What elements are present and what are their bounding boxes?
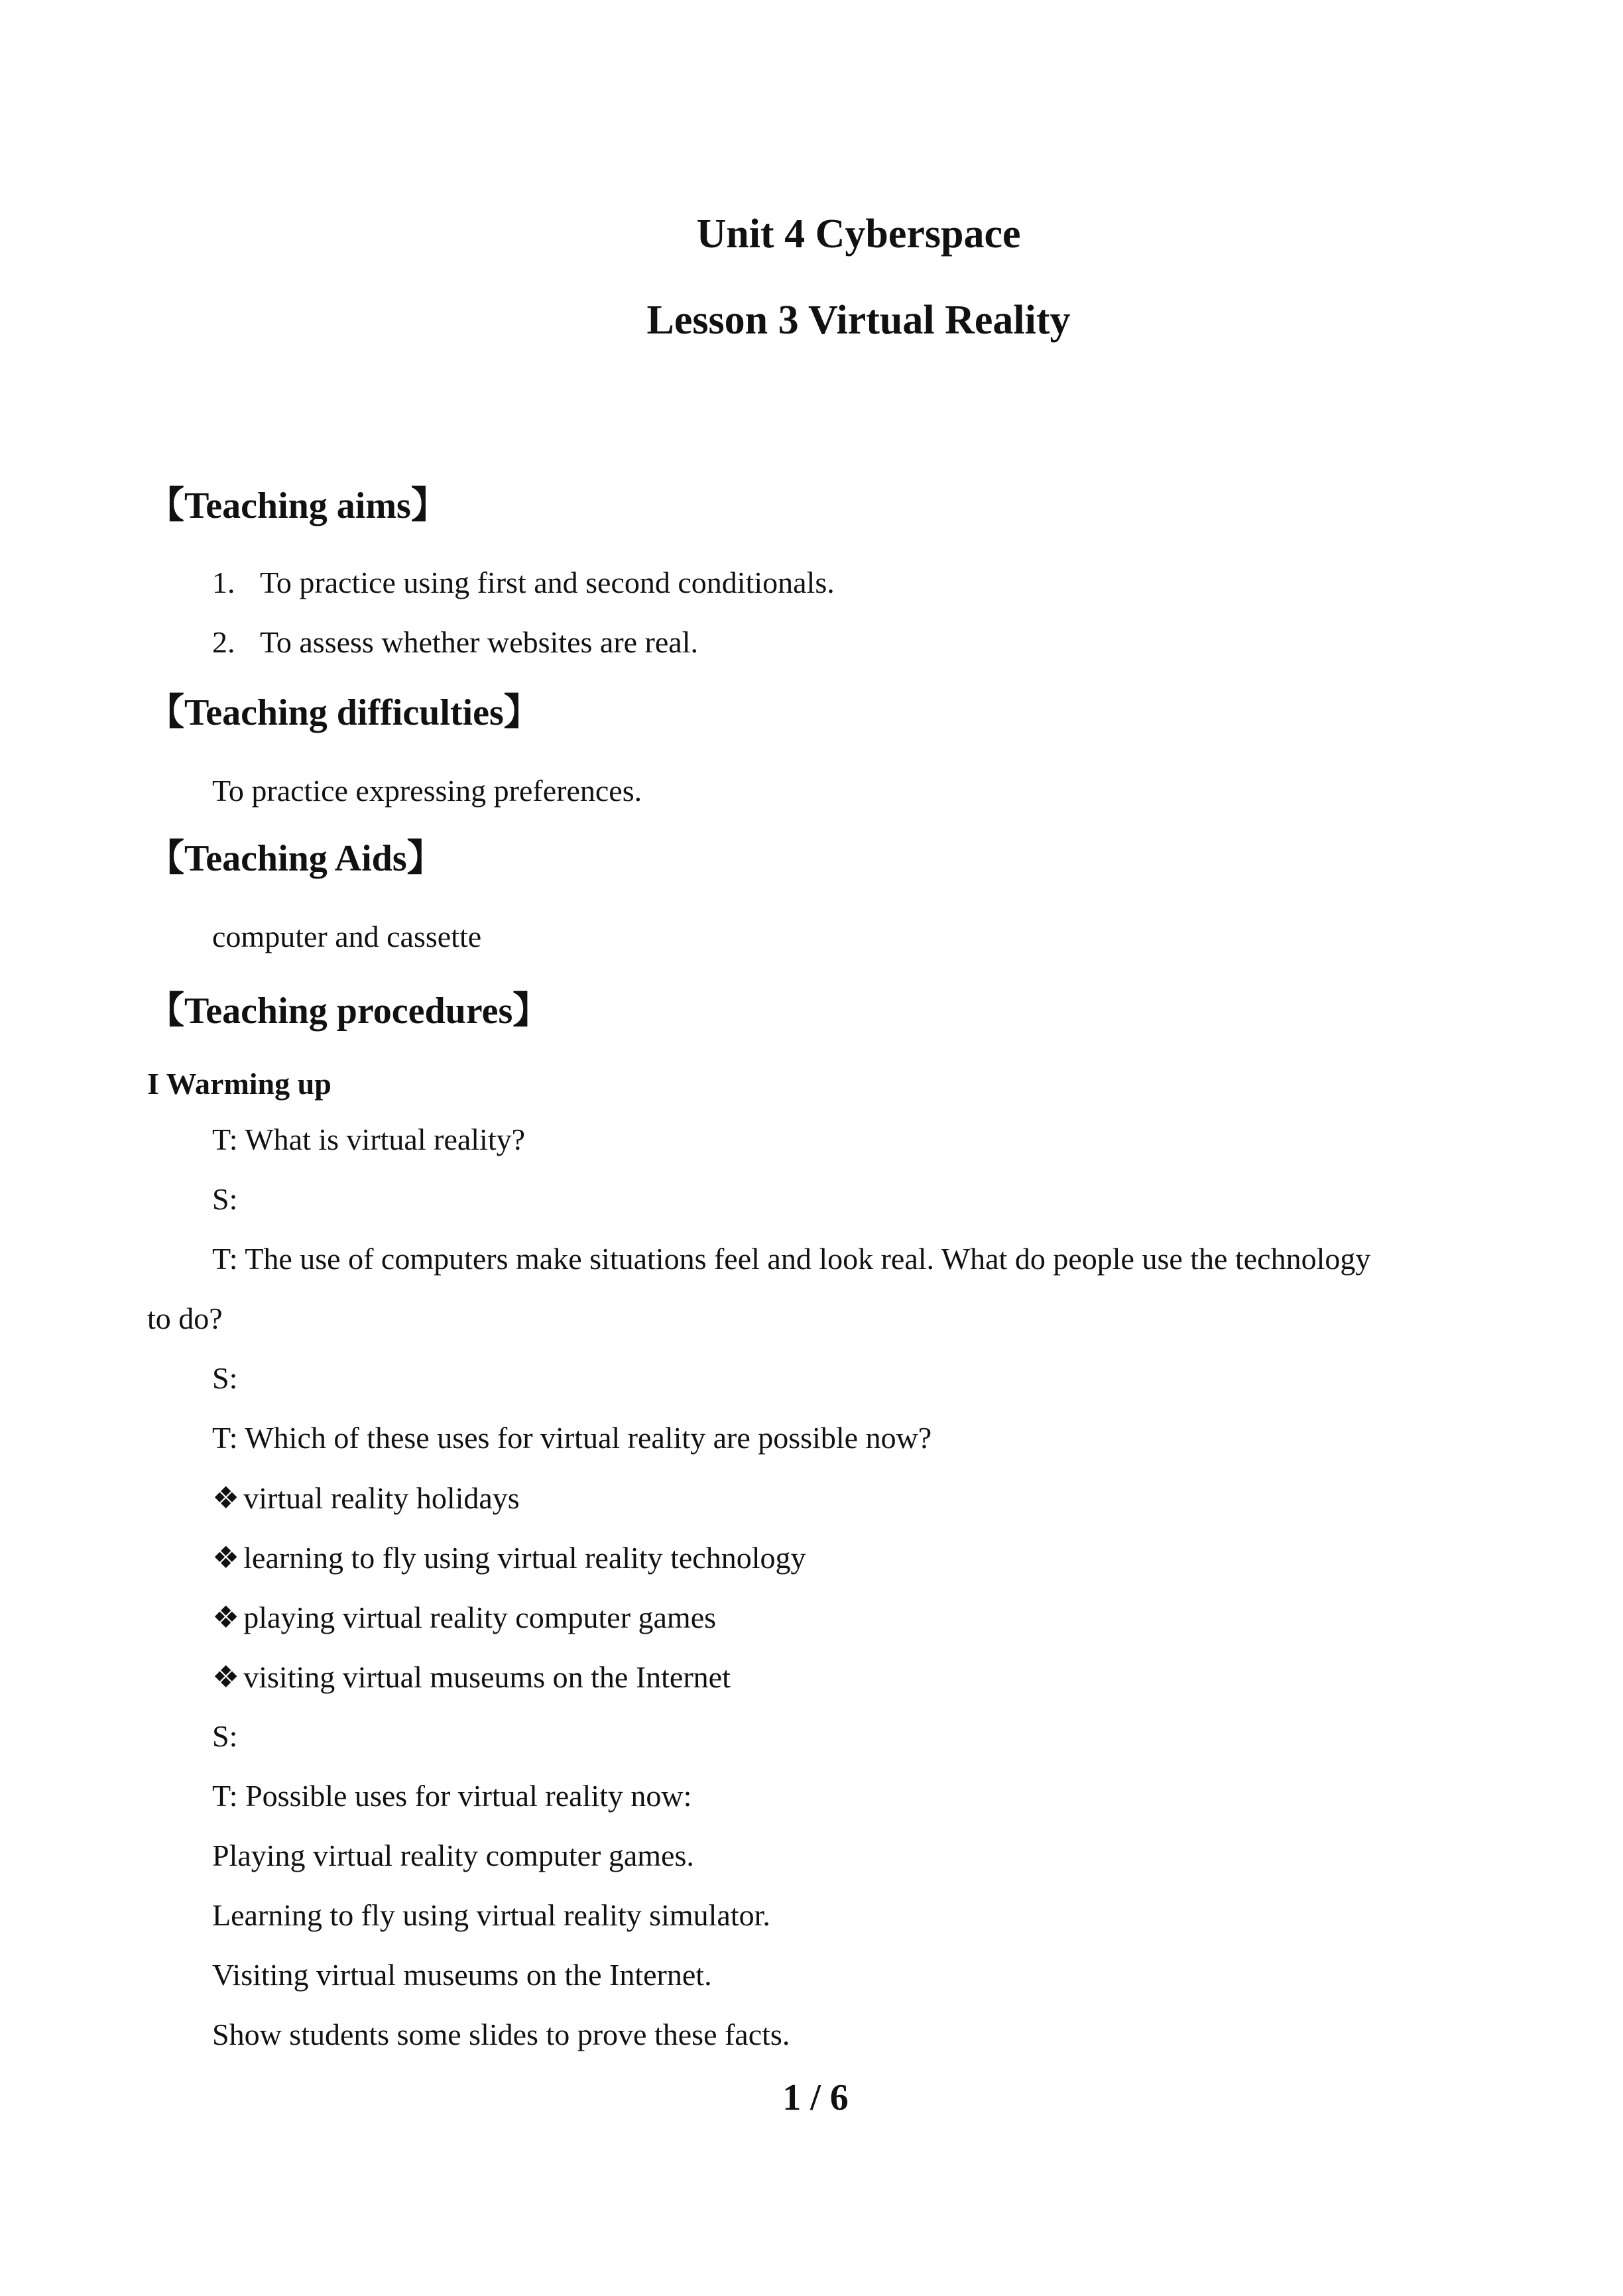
dialogue-line: T: Possible uses for virtual reality now:	[212, 1779, 692, 1813]
diamond-bullet-icon: ❖	[212, 1601, 240, 1634]
aim-number: 1.	[212, 566, 235, 599]
aim-text: To practice using first and second conditionals.	[260, 566, 835, 599]
aim-item-2	[212, 625, 698, 660]
dialogue-line: Playing virtual reality computer games.	[212, 1839, 694, 1872]
teaching-aims-heading: 【Teaching aims】	[147, 485, 448, 526]
bullet-item: ❖ learning to fly using virtual reality technology	[212, 1541, 806, 1575]
dialogue-line: T: Which of these uses for virtual reality are possible now?	[212, 1421, 932, 1455]
bullet-item: ❖ playing virtual reality computer games	[212, 1601, 717, 1634]
dialogue-line: T: The use of computers make situations feel and look real. What do people use the technology	[212, 1242, 1371, 1276]
dialogue-line: T: What is virtual reality?	[212, 1122, 526, 1156]
dialogue-line: S:	[212, 1361, 238, 1395]
teaching-difficulties-heading: 【Teaching difficulties】	[147, 692, 541, 733]
diamond-bullet-icon: ❖	[212, 1481, 240, 1515]
dialogue-line: Show students some slides to prove these facts.	[212, 2018, 790, 2051]
teaching-difficulties-text: To practice expressing preferences.	[212, 774, 642, 808]
dialogue-line: Learning to fly using virtual reality simulator.	[212, 1898, 770, 1932]
bullet-item: ❖ virtual reality holidays	[212, 1481, 520, 1515]
dialogue-line: S:	[212, 1182, 238, 1216]
diamond-bullet-icon: ❖	[212, 1660, 240, 1694]
bullet-item: ❖ visiting virtual museums on the Internet	[212, 1660, 731, 1694]
teaching-aids-text: computer and cassette	[212, 920, 482, 953]
aim-text: To assess whether websites are real.	[260, 625, 698, 659]
page-number: 1 / 6	[782, 2077, 849, 2118]
unit-title: Unit 4 Cyberspace	[696, 211, 1021, 257]
dialogue-line: Visiting virtual museums on the Internet.	[212, 1958, 712, 1992]
teaching-procedures-heading: 【Teaching procedures】	[147, 991, 550, 1032]
warming-up-heading: I Warming up	[147, 1067, 331, 1101]
lesson-title: Lesson 3 Virtual Reality	[646, 298, 1071, 343]
teaching-aids-heading: 【Teaching Aids】	[147, 838, 444, 879]
dialogue-line: S:	[212, 1719, 238, 1753]
diamond-bullet-icon: ❖	[212, 1541, 240, 1575]
aim-number: 2.	[212, 625, 235, 659]
aim-item-1	[212, 565, 835, 600]
dialogue-line-continued: to do?	[147, 1301, 223, 1335]
